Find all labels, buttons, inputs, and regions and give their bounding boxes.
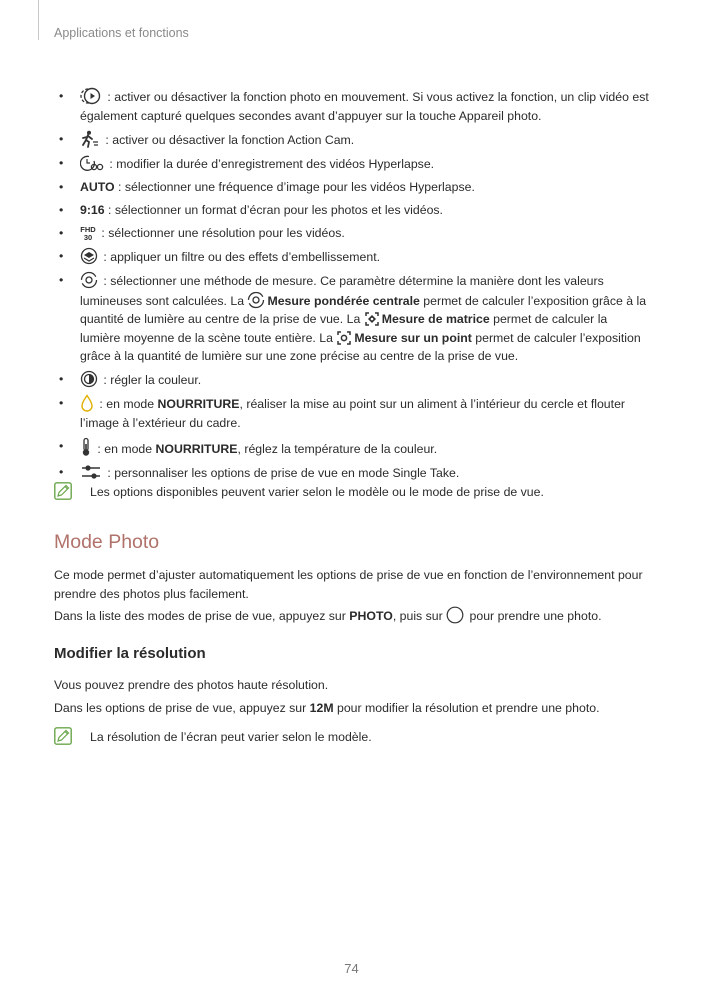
- center-weighted-metering-icon: [247, 291, 265, 309]
- list-item: • : en mode NOURRITURE, réglez la température de la couleur.: [59, 438, 438, 456]
- subsection-instruction: Dans les options de prise de vue, appuyez sur 12M pour modifier la résolution et prendre une photo.: [54, 701, 600, 715]
- section-title: Mode Photo: [54, 531, 160, 553]
- page-number: 74: [344, 961, 359, 976]
- note-icon: [54, 727, 72, 745]
- ratio-option-label: 9:16: [80, 202, 105, 217]
- subsection-intro: Vous pouvez prendre des photos haute résolution.: [54, 678, 329, 692]
- list-item: • : personnaliser les options de prise de vue en mode Single Take.: [59, 465, 460, 481]
- color-temperature-icon: [80, 437, 92, 457]
- shutter-button-icon: [446, 606, 464, 624]
- list-item: • 9:16 : sélectionner un format d’écran pour les photos et les vidéos.: [59, 202, 443, 217]
- fhd-resolution-icon: FHD 30: [80, 224, 96, 242]
- color-tone-icon: [80, 370, 98, 388]
- margin-rule: [38, 0, 39, 40]
- list-item: • : modifier la durée d’enregistrement des vidéos Hyperlapse.: [59, 155, 435, 171]
- metering-icon: [80, 271, 98, 289]
- list-item: • : appliquer un filtre ou des effets d’embellissement.: [59, 249, 381, 265]
- list-item: • : activer ou désactiver la fonction Action Cam.: [59, 131, 355, 147]
- camera-settings-list: [54, 87, 649, 487]
- list-item: • : activer ou désactiver la fonction photo en mouvement. Si vous activez la fonction, un clip vidéo est également capturé quelques secondes avant d’appuyer sur la touche Appareil photo.: [59, 89, 649, 123]
- section-instruction: Dans la liste des modes de prise de vue, appuyez sur PHOTO, puis sur pour prendre une photo.: [54, 606, 654, 626]
- food-focus-icon: [80, 394, 94, 412]
- section-intro: Ce mode permet d’ajuster automatiquement les options de prise de vue en fonction de l’environnement pour prendre des photos plus facilement.: [54, 568, 643, 601]
- note-text: Les options disponibles peuvent varier selon le modèle ou le mode de prise de vue.: [90, 485, 544, 499]
- matrix-metering-icon: [364, 311, 380, 327]
- single-take-options-icon: [80, 463, 102, 481]
- list-item: • : sélectionner une méthode de mesure. Ce paramètre détermine la manière dont les valeurs lumineuses sont calculées. La Mesure pondérée centrale permet de calculer l’exposition grâce à la quantité de lumière au centre de la prise de vue. La Mesure de matrice permet de calculer la lumière moyenne de la scène toute entière. La Mesure sur un point permet de calculer l’exposition grâce à la quantité de lumière sur une zone précise au centre de la prise de vue.: [59, 273, 647, 364]
- list-item: • FHD 30 : sélectionner une résolution pour les vidéos.: [59, 224, 345, 242]
- list-item: • : en mode NOURRITURE, réaliser la mise au point sur un aliment à l’intérieur du cercle et flouter l’image à l’extérieur du cadre.: [59, 396, 626, 430]
- subsection-title: Modifier la résolution: [54, 645, 206, 662]
- action-cam-icon: [80, 130, 100, 148]
- running-header: Applications et fonctions: [54, 26, 189, 40]
- note-icon: [54, 482, 72, 500]
- spot-metering-icon: [336, 330, 352, 346]
- list-item: • : régler la couleur.: [59, 372, 202, 388]
- filter-icon: [80, 247, 98, 265]
- note-text: La résolution de l’écran peut varier selon le modèle.: [90, 730, 372, 744]
- list-item: • AUTO : sélectionner une fréquence d’image pour les vidéos Hyperlapse.: [59, 179, 475, 194]
- motion-photo-icon: [80, 87, 102, 105]
- fps-option-label: AUTO: [80, 179, 115, 194]
- hyperlapse-duration-icon: [80, 154, 104, 172]
